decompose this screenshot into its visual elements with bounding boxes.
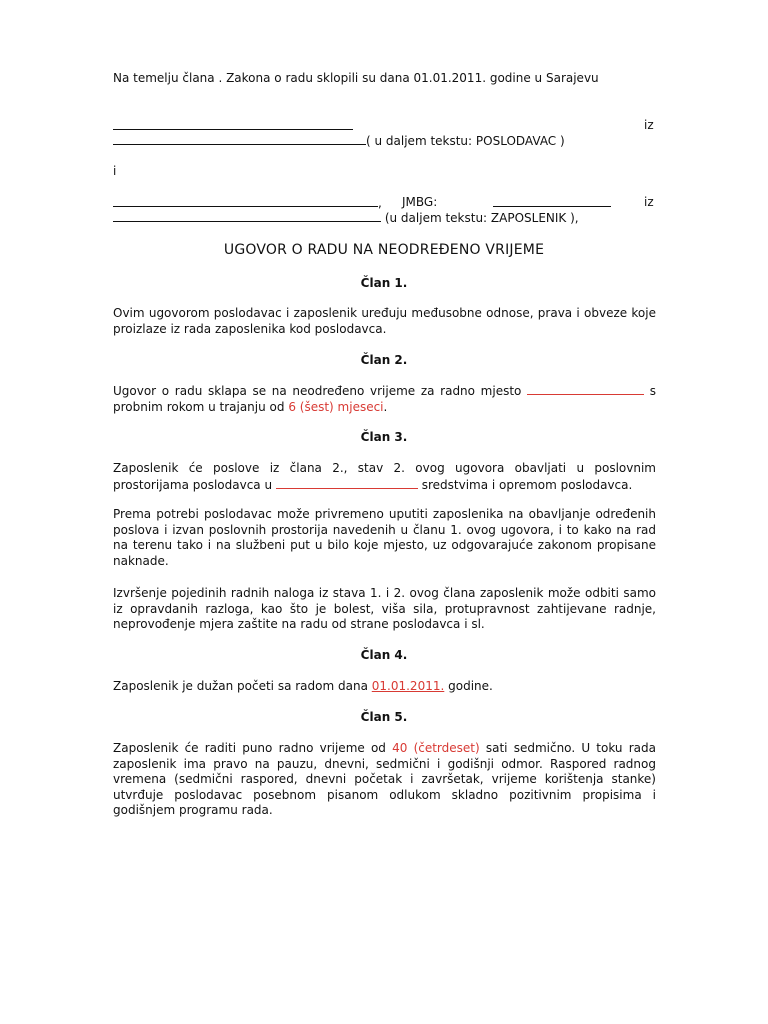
- article-3-p1-a: Zaposlenik će poslove iz člana 2., stav 2. ovog ugovora obavljati u poslovnim prostorijama poslodavca u: [113, 461, 656, 492]
- article-2-text-a: Ugovor o radu sklapa se na neodređeno vrijeme za radno mjesto: [113, 384, 522, 398]
- party1-name-line[interactable]: [113, 118, 353, 133]
- party1-address-line: [113, 133, 565, 148]
- jmbg-line[interactable]: [493, 195, 611, 210]
- party2-name-line: [113, 195, 382, 210]
- probation-period: 6 (šest) mjeseci: [288, 399, 384, 414]
- party2-comma: ,: [378, 196, 382, 210]
- article-4-text: [113, 679, 656, 695]
- article-4-text-b: godine.: [448, 679, 493, 693]
- jmbg-label: JMBG:: [402, 195, 438, 209]
- article-3-p2: Prema potrebi poslodavac može privremeno uputiti zaposlenika na obavljanje određenih poslova i izvan poslovnih prostorija navedenih u članu 1. ovog ugovora, i to kako na rad na terenu tako i na službeni put u bilo koje mjesto, uz odgovarajuće zakonom propisane naknade.: [113, 507, 656, 568]
- party1-address-blank[interactable]: [113, 133, 366, 145]
- contract-title: UGOVOR O RADU NA NEODREĐENO VRIJEME: [223, 242, 545, 258]
- party2-label: (u daljem tekstu: ZAPOSLENIK ),: [384, 211, 579, 225]
- article-2-text-c: probnim rokom u trajanju od: [113, 399, 285, 414]
- article-5-heading: Član 5.: [360, 710, 408, 724]
- article-3-p3: Izvršenje pojedinih radnih naloga iz stava 1. i 2. ovog člana zaposlenik može odbiti samo iz opravdanih razloga, kao što je bolest, viša sila, protupravnost zahtijevane radnje, neprovođenje mjera zaštite na radu od strane poslodavca i sl.: [113, 586, 656, 631]
- party2-address-line: [113, 210, 579, 225]
- job-position-blank[interactable]: [527, 383, 644, 395]
- article-5-text-a: Zaposlenik će raditi puno radno vrijeme od: [113, 741, 386, 755]
- article-1-heading: Član 1.: [360, 276, 408, 290]
- article-5-text-b: sati sedmično. U toku rada zaposlenik ima pravo na pauzu, dnevni, sedmični i godišnji odmor. Raspored radnog vremena (sedmični raspored, dnevni početak i završetak, vrijeme korištenja stanke) utvrđuje poslodavac posebnom pisanom odlukom skladno pozitivnim propisima i godišnjem programu rada.: [113, 741, 656, 817]
- article-2-text-b: s: [649, 384, 656, 398]
- article-5-text: [113, 741, 656, 819]
- party2-iz: iz: [644, 195, 654, 209]
- connector-text: i: [113, 164, 117, 178]
- article-3-p1-b: sredstvima i opremom poslodavca.: [421, 477, 633, 492]
- party1-label: ( u daljem tekstu: POSLODAVAC ): [366, 134, 565, 148]
- work-location-blank[interactable]: [276, 477, 418, 489]
- article-2-heading: Član 2.: [360, 353, 408, 367]
- article-2-text-d: .: [383, 399, 388, 414]
- party1-iz: iz: [644, 118, 654, 132]
- party2-address-blank[interactable]: [113, 210, 381, 222]
- intro-text: Na temelju člana . Zakona o radu sklopili su dana 01.01.2011. godine u Sarajevu: [113, 71, 599, 85]
- start-date: 01.01.2011.: [371, 679, 445, 693]
- article-4-heading: Član 4.: [360, 648, 408, 662]
- article-3-p1: [113, 461, 656, 493]
- weekly-hours: 40 (četrdeset): [392, 741, 480, 755]
- article-2-text: [113, 383, 656, 415]
- party2-name-blank[interactable]: [113, 195, 378, 207]
- article-4-text-a: Zaposlenik je dužan početi sa radom dana: [113, 679, 368, 693]
- article-3-heading: Član 3.: [360, 430, 408, 444]
- article-1-text: Ovim ugovorom poslodavac i zaposlenik uređuju međusobne odnose, prava i obveze koje proizlaze iz rada zaposlenika kod poslodavca.: [113, 306, 656, 336]
